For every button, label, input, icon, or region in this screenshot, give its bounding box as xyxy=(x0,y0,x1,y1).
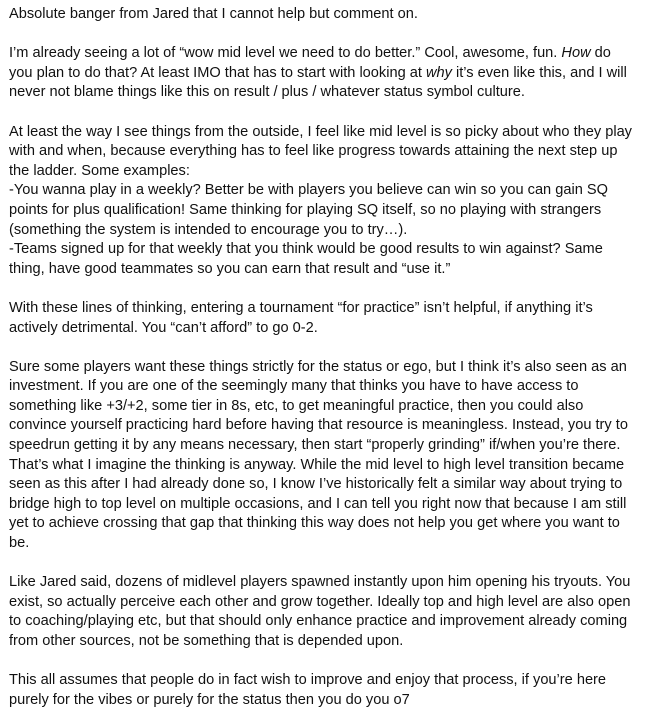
text-segment: do you plan to do that? At least IMO that has to start with looking at xyxy=(9,45,611,81)
paragraph-investment: Sure some players want these things strictly for the status or ego, but I think it’s also seen as an investment. If you are one of the seemingly many that thinks you have to have access to something like +3/+2, some tier in 8s, etc, to get meaningful practice, then you could also convince yourself practicing hard before having that resource is meaningless. Instead, you try to speedrun getting it by any means necessary, then start “properly grinding” if/when you’re there. That’s what I imagine the thinking is anyway. While the mid level to high level transition became seen as this after I had already done so, I know I’ve historically felt a similar way about trying to bridge high to top level on multiple occasions, and I can tell you right now that because I am still yet to achieve crossing that gap that thinking this way does not help you get where you want to be. xyxy=(9,358,628,552)
example-teams: -Teams signed up for that weekly that you think would be good results to win against? Same thing, have good teammates so you can earn that result and “use it.” xyxy=(9,241,603,277)
paragraph-intro: Absolute banger from Jared that I cannot help but comment on. xyxy=(9,6,418,22)
italic-why: why xyxy=(425,64,452,81)
text-segment: I’m already seeing a lot of “wow mid level we need to do better.” Cool, awesome, fun. xyxy=(9,45,562,62)
paragraph-midlevel-players: Like Jared said, dozens of midlevel players spawned instantly upon him opening his tryouts. You exist, so actually perceive each other and grow together. Ideally top and high level are also open to coaching/playing etc, but that should only enhance practice and improvement already coming from other sources, not be something that is depended upon. xyxy=(9,574,631,649)
paragraph-examples xyxy=(9,123,638,280)
examples-intro: At least the way I see things from the outside, I feel like mid level is so picky about who they play with and when, because everything has to feel like progress towards attaining the next step up the ladder. Some examples: xyxy=(9,123,632,179)
example-weekly: -You wanna play in a weekly? Better be with players you believe can win so you can gain SQ points for plus qualification! Same thinking for playing SQ itself, so no playing with strangers (something the system is intended to encourage you to try…). xyxy=(9,182,608,238)
paragraph-mid-level-reaction xyxy=(9,44,638,103)
italic-how: How xyxy=(561,45,591,62)
paragraph-tournament-practice: With these lines of thinking, entering a tournament “for practice” isn’t helpful, if anything it’s actively detrimental. You “can’t afford” to go 0-2. xyxy=(9,299,593,336)
text-segment: it’s even like this, and I will never not blame things like this on result / plus / whatever status symbol culture. xyxy=(9,64,627,101)
paragraph-conclusion: This all assumes that people do in fact wish to improve and enjoy that process, if you’re here purely for the vibes or purely for the status then you do you o7 xyxy=(9,672,607,708)
